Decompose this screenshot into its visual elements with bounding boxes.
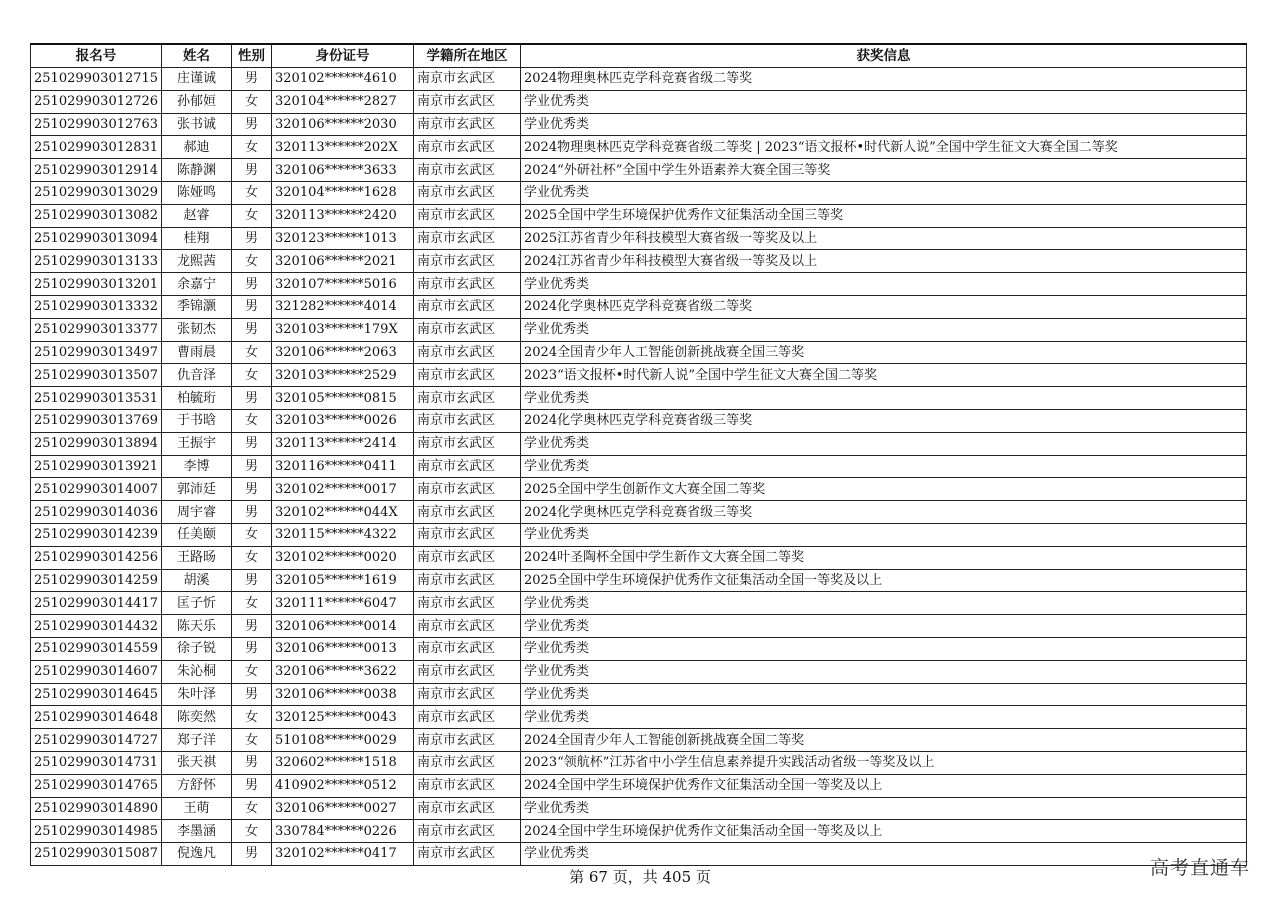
registration-number-cell: 251029903014007 — [31, 478, 162, 501]
award-cell: 2024叶圣陶杯全国中学生新作文大赛全国二等奖 — [521, 546, 1247, 569]
registration-number-cell: 251029903012726 — [31, 90, 162, 113]
name-cell: 李墨涵 — [162, 820, 232, 843]
gender-cell: 男 — [232, 774, 272, 797]
registration-number-cell: 251029903014648 — [31, 706, 162, 729]
id-card-cell: 320106******0027 — [272, 797, 414, 820]
name-cell: 王振宇 — [162, 432, 232, 455]
table-row — [31, 273, 1247, 296]
table-row — [31, 136, 1247, 159]
registration-number-cell: 251029903013497 — [31, 341, 162, 364]
registration-number-cell: 251029903012914 — [31, 159, 162, 182]
gender-cell: 男 — [232, 843, 272, 866]
id-card-cell: 320103******179X — [272, 318, 414, 341]
id-card-cell: 320106******2030 — [272, 113, 414, 136]
table-row — [31, 637, 1247, 660]
gender-cell: 男 — [232, 615, 272, 638]
table-row — [31, 546, 1247, 569]
award-cell: 学业优秀类 — [521, 523, 1247, 546]
region-cell: 南京市玄武区 — [414, 706, 521, 729]
region-cell: 南京市玄武区 — [414, 387, 521, 410]
region-cell: 南京市玄武区 — [414, 113, 521, 136]
name-cell: 仇音泽 — [162, 364, 232, 387]
region-cell: 南京市玄武区 — [414, 729, 521, 752]
award-cell: 学业优秀类 — [521, 843, 1247, 866]
table-row — [31, 387, 1247, 410]
table-body — [31, 68, 1247, 866]
registration-number-cell: 251029903013029 — [31, 181, 162, 204]
id-card-cell: 320123******1013 — [272, 227, 414, 250]
table-header-row — [31, 44, 1247, 68]
id-card-cell: 320102******044X — [272, 501, 414, 524]
id-card-cell: 320107******5016 — [272, 273, 414, 296]
region-cell: 南京市玄武区 — [414, 774, 521, 797]
region-cell: 南京市玄武区 — [414, 615, 521, 638]
registration-number-cell: 251029903014559 — [31, 637, 162, 660]
registration-number-cell: 251029903013082 — [31, 204, 162, 227]
table-row — [31, 843, 1247, 866]
gender-cell: 女 — [232, 409, 272, 432]
gender-cell: 女 — [232, 341, 272, 364]
region-cell: 南京市玄武区 — [414, 751, 521, 774]
region-cell: 南京市玄武区 — [414, 432, 521, 455]
gender-cell: 男 — [232, 113, 272, 136]
id-card-cell: 320105******1619 — [272, 569, 414, 592]
table-row — [31, 797, 1247, 820]
id-card-cell: 320104******1628 — [272, 181, 414, 204]
name-cell: 孙郁姮 — [162, 90, 232, 113]
registration-number-cell: 251029903013377 — [31, 318, 162, 341]
id-card-cell: 320116******0411 — [272, 455, 414, 478]
table-row — [31, 706, 1247, 729]
header-gender: 性别 — [232, 44, 272, 68]
table-row — [31, 250, 1247, 273]
name-cell: 张韧杰 — [162, 318, 232, 341]
registration-number-cell: 251029903013531 — [31, 387, 162, 410]
gender-cell: 男 — [232, 68, 272, 91]
name-cell: 王路旸 — [162, 546, 232, 569]
award-cell: 学业优秀类 — [521, 318, 1247, 341]
table-row — [31, 432, 1247, 455]
id-card-cell: 320113******202X — [272, 136, 414, 159]
gender-cell: 男 — [232, 318, 272, 341]
name-cell: 朱叶泽 — [162, 683, 232, 706]
id-card-cell: 320105******0815 — [272, 387, 414, 410]
id-card-cell: 320106******2063 — [272, 341, 414, 364]
name-cell: 匡子忻 — [162, 592, 232, 615]
region-cell: 南京市玄武区 — [414, 546, 521, 569]
registration-number-cell: 251029903013332 — [31, 295, 162, 318]
award-cell: 学业优秀类 — [521, 387, 1247, 410]
award-cell: 2025全国中学生环境保护优秀作文征集活动全国三等奖 — [521, 204, 1247, 227]
award-cell: 2025江苏省青少年科技模型大赛省级一等奖及以上 — [521, 227, 1247, 250]
region-cell: 南京市玄武区 — [414, 204, 521, 227]
id-card-cell: 321282******4014 — [272, 295, 414, 318]
region-cell: 南京市玄武区 — [414, 660, 521, 683]
gender-cell: 男 — [232, 569, 272, 592]
registration-number-cell: 251029903012763 — [31, 113, 162, 136]
admission-roster-table — [30, 43, 1247, 866]
region-cell: 南京市玄武区 — [414, 523, 521, 546]
table-row — [31, 751, 1247, 774]
registration-number-cell: 251029903014645 — [31, 683, 162, 706]
award-cell: 学业优秀类 — [521, 683, 1247, 706]
name-cell: 郑子洋 — [162, 729, 232, 752]
name-cell: 赵睿 — [162, 204, 232, 227]
header-award-info: 获奖信息 — [521, 44, 1247, 68]
table-row — [31, 592, 1247, 615]
region-cell: 南京市玄武区 — [414, 68, 521, 91]
registration-number-cell: 251029903012831 — [31, 136, 162, 159]
id-card-cell: 320106******2021 — [272, 250, 414, 273]
name-cell: 柏毓珩 — [162, 387, 232, 410]
award-cell: 2024化学奥林匹克学科竞赛省级二等奖 — [521, 295, 1247, 318]
header-school-region: 学籍所在地区 — [414, 44, 521, 68]
gender-cell: 男 — [232, 501, 272, 524]
table-row — [31, 227, 1247, 250]
name-cell: 曹雨晨 — [162, 341, 232, 364]
registration-number-cell: 251029903014727 — [31, 729, 162, 752]
id-card-cell: 320103******0026 — [272, 409, 414, 432]
id-card-cell: 320102******0020 — [272, 546, 414, 569]
id-card-cell: 320106******3633 — [272, 159, 414, 182]
registration-number-cell: 251029903013769 — [31, 409, 162, 432]
award-cell: 2024化学奥林匹克学科竞赛省级三等奖 — [521, 501, 1247, 524]
header-name: 姓名 — [162, 44, 232, 68]
registration-number-cell: 251029903013507 — [31, 364, 162, 387]
gender-cell: 男 — [232, 751, 272, 774]
name-cell: 方舒怀 — [162, 774, 232, 797]
id-card-cell: 320115******4322 — [272, 523, 414, 546]
registration-number-cell: 251029903015087 — [31, 843, 162, 866]
name-cell: 周宇睿 — [162, 501, 232, 524]
id-card-cell: 320125******0043 — [272, 706, 414, 729]
award-cell: 学业优秀类 — [521, 615, 1247, 638]
registration-number-cell: 251029903013201 — [31, 273, 162, 296]
award-cell: 学业优秀类 — [521, 113, 1247, 136]
award-cell: 学业优秀类 — [521, 706, 1247, 729]
gender-cell: 男 — [232, 478, 272, 501]
id-card-cell: 410902******0512 — [272, 774, 414, 797]
award-cell: 2025全国中学生创新作文大赛全国二等奖 — [521, 478, 1247, 501]
award-cell: 2024全国中学生环境保护优秀作文征集活动全国一等奖及以上 — [521, 820, 1247, 843]
table-row — [31, 113, 1247, 136]
region-cell: 南京市玄武区 — [414, 250, 521, 273]
gender-cell: 女 — [232, 660, 272, 683]
award-cell: 2025全国中学生环境保护优秀作文征集活动全国一等奖及以上 — [521, 569, 1247, 592]
name-cell: 庄谨诚 — [162, 68, 232, 91]
name-cell: 郝迪 — [162, 136, 232, 159]
award-cell: 学业优秀类 — [521, 797, 1247, 820]
table-row — [31, 820, 1247, 843]
name-cell: 龙熙茜 — [162, 250, 232, 273]
name-cell: 于书晗 — [162, 409, 232, 432]
id-card-cell: 320106******0038 — [272, 683, 414, 706]
id-card-cell: 320103******2529 — [272, 364, 414, 387]
region-cell: 南京市玄武区 — [414, 159, 521, 182]
id-card-cell: 320111******6047 — [272, 592, 414, 615]
id-card-cell: 510108******0029 — [272, 729, 414, 752]
registration-number-cell: 251029903014765 — [31, 774, 162, 797]
name-cell: 张书诚 — [162, 113, 232, 136]
gender-cell: 女 — [232, 523, 272, 546]
table-row — [31, 159, 1247, 182]
region-cell: 南京市玄武区 — [414, 637, 521, 660]
table-row — [31, 181, 1247, 204]
name-cell: 余嘉宁 — [162, 273, 232, 296]
table-row — [31, 501, 1247, 524]
award-cell: 学业优秀类 — [521, 273, 1247, 296]
award-cell: 学业优秀类 — [521, 432, 1247, 455]
region-cell: 南京市玄武区 — [414, 295, 521, 318]
region-cell: 南京市玄武区 — [414, 181, 521, 204]
region-cell: 南京市玄武区 — [414, 569, 521, 592]
table-row — [31, 569, 1247, 592]
gender-cell: 女 — [232, 546, 272, 569]
region-cell: 南京市玄武区 — [414, 90, 521, 113]
region-cell: 南京市玄武区 — [414, 501, 521, 524]
gender-cell: 男 — [232, 683, 272, 706]
registration-number-cell: 251029903014417 — [31, 592, 162, 615]
table-row — [31, 455, 1247, 478]
name-cell: 陈奕然 — [162, 706, 232, 729]
gender-cell: 女 — [232, 820, 272, 843]
name-cell: 张天祺 — [162, 751, 232, 774]
table-row — [31, 409, 1247, 432]
award-cell: 2024全国青少年人工智能创新挑战赛全国三等奖 — [521, 341, 1247, 364]
gender-cell: 女 — [232, 181, 272, 204]
award-cell: 2024物理奥林匹克学科竞赛省级二等奖 — [521, 68, 1247, 91]
table-row — [31, 364, 1247, 387]
table-row — [31, 660, 1247, 683]
gender-cell: 男 — [232, 455, 272, 478]
name-cell: 倪逸凡 — [162, 843, 232, 866]
registration-number-cell: 251029903014259 — [31, 569, 162, 592]
table-row — [31, 615, 1247, 638]
id-card-cell: 330784******0226 — [272, 820, 414, 843]
table-row — [31, 204, 1247, 227]
award-cell: 学业优秀类 — [521, 181, 1247, 204]
registration-number-cell: 251029903013894 — [31, 432, 162, 455]
table-row — [31, 774, 1247, 797]
name-cell: 陈天乐 — [162, 615, 232, 638]
region-cell: 南京市玄武区 — [414, 820, 521, 843]
award-cell: 2024物理奥林匹克学科竞赛省级二等奖 | 2023“语文报杯•时代新人说”全国中学生征文大赛全国二等奖 — [521, 136, 1247, 159]
region-cell: 南京市玄武区 — [414, 843, 521, 866]
registration-number-cell: 251029903014890 — [31, 797, 162, 820]
registration-number-cell: 251029903013094 — [31, 227, 162, 250]
header-registration-number: 报名号 — [31, 44, 162, 68]
id-card-cell: 320106******3622 — [272, 660, 414, 683]
name-cell: 王萌 — [162, 797, 232, 820]
gender-cell: 女 — [232, 136, 272, 159]
registration-number-cell: 251029903014432 — [31, 615, 162, 638]
gender-cell: 女 — [232, 90, 272, 113]
registration-number-cell: 251029903013133 — [31, 250, 162, 273]
registration-number-cell: 251029903014607 — [31, 660, 162, 683]
id-card-cell: 320104******2827 — [272, 90, 414, 113]
name-cell: 朱沁桐 — [162, 660, 232, 683]
award-cell: 2023“语文报杯•时代新人说”全国中学生征文大赛全国二等奖 — [521, 364, 1247, 387]
name-cell: 桂翔 — [162, 227, 232, 250]
award-cell: 学业优秀类 — [521, 90, 1247, 113]
name-cell: 季锦灏 — [162, 295, 232, 318]
id-card-cell: 320102******4610 — [272, 68, 414, 91]
gender-cell: 男 — [232, 295, 272, 318]
award-cell: 2024江苏省青少年科技模型大赛省级一等奖及以上 — [521, 250, 1247, 273]
name-cell: 李博 — [162, 455, 232, 478]
region-cell: 南京市玄武区 — [414, 409, 521, 432]
award-cell: 2023“领航杯”江苏省中小学生信息素养提升实践活动省级一等奖及以上 — [521, 751, 1247, 774]
gender-cell: 男 — [232, 637, 272, 660]
table-row — [31, 68, 1247, 91]
award-cell: 学业优秀类 — [521, 660, 1247, 683]
watermark-logo: 高考直通车 — [1149, 857, 1250, 879]
gender-cell: 男 — [232, 159, 272, 182]
registration-number-cell: 251029903014036 — [31, 501, 162, 524]
gender-cell: 男 — [232, 387, 272, 410]
table-row — [31, 478, 1247, 501]
region-cell: 南京市玄武区 — [414, 227, 521, 250]
region-cell: 南京市玄武区 — [414, 364, 521, 387]
table-row — [31, 295, 1247, 318]
id-card-cell: 320106******0014 — [272, 615, 414, 638]
registration-number-cell: 251029903014985 — [31, 820, 162, 843]
id-card-cell: 320113******2420 — [272, 204, 414, 227]
page-footer: 第 67 页，共 405 页 — [569, 868, 711, 886]
gender-cell: 男 — [232, 432, 272, 455]
registration-number-cell: 251029903014239 — [31, 523, 162, 546]
gender-cell: 女 — [232, 364, 272, 387]
region-cell: 南京市玄武区 — [414, 318, 521, 341]
name-cell: 郭沛廷 — [162, 478, 232, 501]
table-row — [31, 729, 1247, 752]
table-row — [31, 341, 1247, 364]
gender-cell: 女 — [232, 592, 272, 615]
region-cell: 南京市玄武区 — [414, 136, 521, 159]
gender-cell: 女 — [232, 729, 272, 752]
region-cell: 南京市玄武区 — [414, 683, 521, 706]
gender-cell: 女 — [232, 204, 272, 227]
region-cell: 南京市玄武区 — [414, 273, 521, 296]
id-card-cell: 320602******1518 — [272, 751, 414, 774]
id-card-cell: 320106******0013 — [272, 637, 414, 660]
gender-cell: 女 — [232, 250, 272, 273]
gender-cell: 男 — [232, 273, 272, 296]
award-cell: 学业优秀类 — [521, 637, 1247, 660]
award-cell: 学业优秀类 — [521, 592, 1247, 615]
table-row — [31, 523, 1247, 546]
table-row — [31, 318, 1247, 341]
region-cell: 南京市玄武区 — [414, 592, 521, 615]
header-id-card: 身份证号 — [272, 44, 414, 68]
name-cell: 陈静渊 — [162, 159, 232, 182]
region-cell: 南京市玄武区 — [414, 341, 521, 364]
name-cell: 陈娅鸣 — [162, 181, 232, 204]
gender-cell: 男 — [232, 227, 272, 250]
registration-number-cell: 251029903013921 — [31, 455, 162, 478]
region-cell: 南京市玄武区 — [414, 478, 521, 501]
award-cell: 2024全国中学生环境保护优秀作文征集活动全国一等奖及以上 — [521, 774, 1247, 797]
id-card-cell: 320102******0417 — [272, 843, 414, 866]
name-cell: 徐子锐 — [162, 637, 232, 660]
gender-cell: 女 — [232, 706, 272, 729]
award-cell: 2024化学奥林匹克学科竞赛省级三等奖 — [521, 409, 1247, 432]
award-cell: 学业优秀类 — [521, 455, 1247, 478]
id-card-cell: 320102******0017 — [272, 478, 414, 501]
registration-number-cell: 251029903014731 — [31, 751, 162, 774]
table-row — [31, 683, 1247, 706]
name-cell: 任美颐 — [162, 523, 232, 546]
region-cell: 南京市玄武区 — [414, 797, 521, 820]
id-card-cell: 320113******2414 — [272, 432, 414, 455]
award-cell: 2024“外研社杯”全国中学生外语素养大赛全国三等奖 — [521, 159, 1247, 182]
award-cell: 2024全国青少年人工智能创新挑战赛全国二等奖 — [521, 729, 1247, 752]
table-row — [31, 90, 1247, 113]
gender-cell: 女 — [232, 797, 272, 820]
registration-number-cell: 251029903014256 — [31, 546, 162, 569]
registration-number-cell: 251029903012715 — [31, 68, 162, 91]
name-cell: 胡溪 — [162, 569, 232, 592]
region-cell: 南京市玄武区 — [414, 455, 521, 478]
